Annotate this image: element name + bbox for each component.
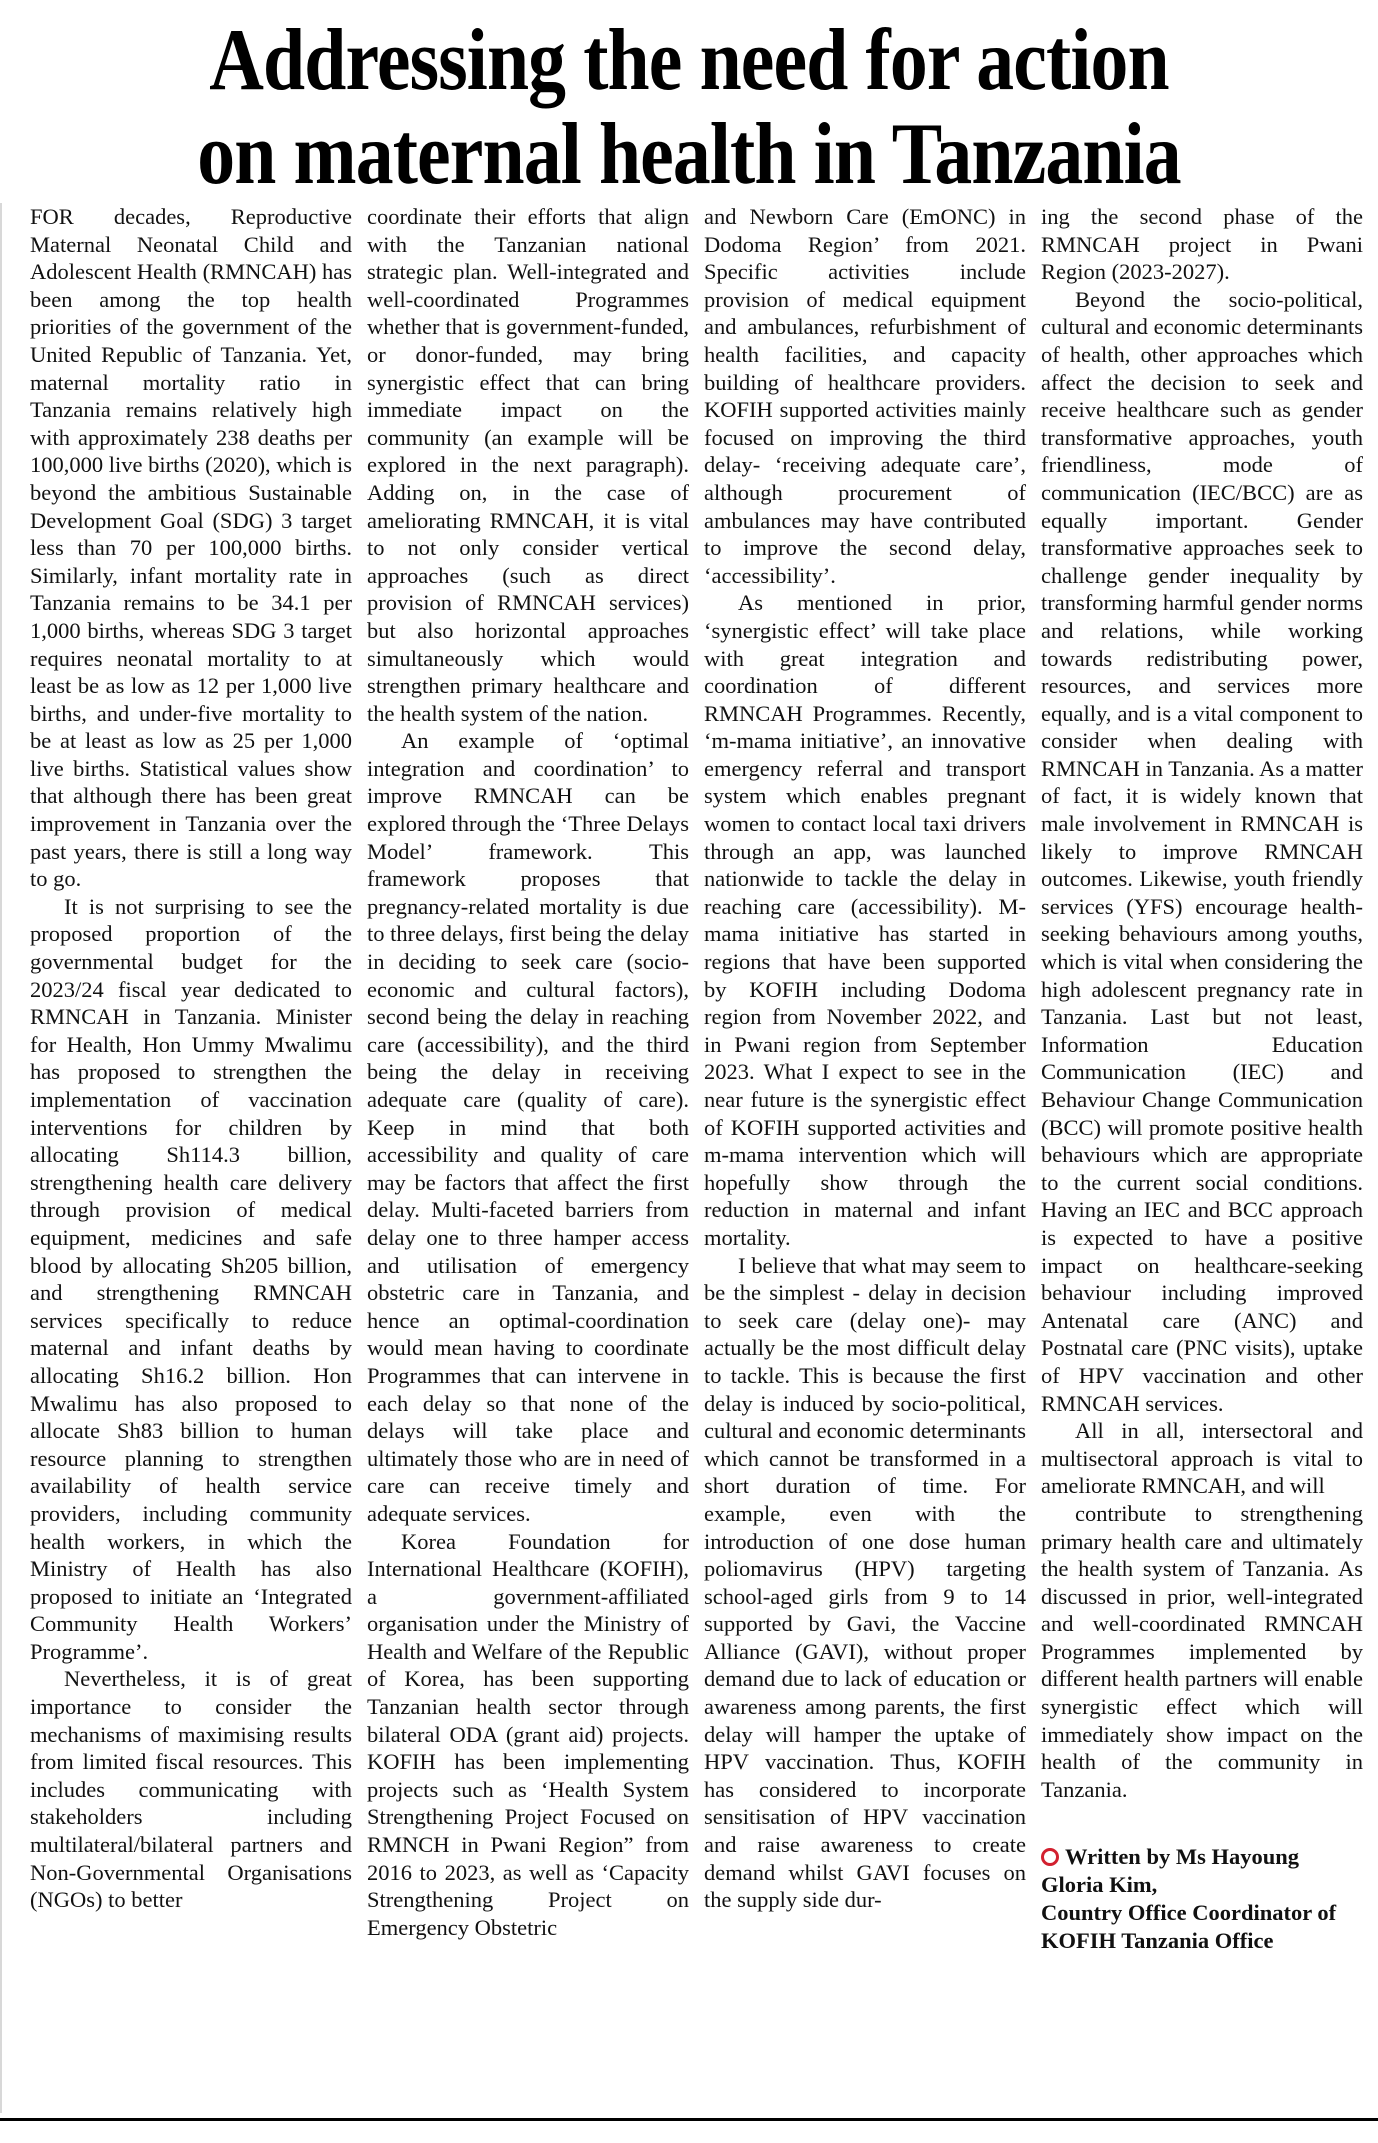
paragraph: FOR decades, Reproductive Maternal Neonatal Child and Adolescent Health (RMNCAH) has been among the top health priorities of the government of the United Republic of Tanzania. Yet, maternal mortality ratio in Tanzania remains relatively high with approximately 238 deaths per 100,000 live births (2020), which is beyond the ambitious Sustainable Development Goal (SDG) 3 target less than 70 per 100,000 births. Similarly, infant mortality rate in Tanzania remains to be 34.1 per 1,000 births, whereas SDG 3 target requires neonatal mortality to at least be as low as 12 per 1,000 live births, and under-five mortality to be at least as low as 25 per 1,000 live births. Statistical values show that although there has been great improvement in Tanzania over the past years, there is still a long way to go.	[30, 204, 352, 892]
byline-line-2: Country Office Coordinator of KOFIH Tanzania Office	[1041, 1900, 1337, 1954]
paragraph: and Newborn Care (EmONC) in Dodoma Region’ from 2021. Specific activities include provision of medical equipment and ambulances, refurbishment of health facilities, and capacity building of healthcare providers. KOFIH supported activities mainly focused on improving the third delay- ‘receiving adequate care’, although procurement of ambulances may have contributed to improve the second delay, ‘accessibility’.	[704, 204, 1026, 588]
left-margin-rule	[0, 203, 2, 2113]
paragraph: Beyond the socio-political, cultural and economic determinants of health, other approaches which affect the decision to seek and receive healthcare such as gender transformative approaches, youth friendliness, mode of communication (IEC/BCC) are as equally important. Gender transformative approaches seek to challenge gender inequality by transforming harmful gender norms and relations, while working towards redistributing power, resources, and services more equally, and is a vital component to consider when dealing with RMNCAH in Tanzania. As a matter of fact, it is widely known that male involvement in RMNCAH is likely to improve RMNCAH outcomes. Likewise, youth friendly services (YFS) encourage health-seeking behaviours among youths, which is vital when considering the high adolescent pregnancy rate in Tanzania. Last but not least, Information Education Communication (IEC) and Behaviour Change Communication (BCC) will promote positive health behaviours which are appropriate to the current social conditions. Having an IEC and BCC approach is expected to have a positive impact on healthcare-seeking behaviour including improved Antenatal care (ANC) and Postnatal care (PNC visits), uptake of HPV vaccination and other RMNCAH services.	[1041, 286, 1363, 1416]
paragraph: ing the second phase of the RMNCAH project in Pwani Region (2023-2027).	[1041, 204, 1363, 285]
paragraph: contribute to strengthening primary health care and ultimately the health system of Tanzania. As discussed in prior, well-integrated and well-coordinated RMNCAH Programmes implemented by different health partners will enable synergistic effect which will immediately show impact on the health of the community in Tanzania.	[1041, 1500, 1363, 1802]
paragraph: Korea Foundation for International Healthcare (KOFIH), a government-affiliated organisation under the Ministry of Health and Welfare of the Republic of Korea, has been supporting Tanzanian health sector through bilateral ODA (grant aid) projects. KOFIH has been implementing projects such as ‘Health System Strengthening Project Focused on RMNCH in Pwani Region” from 2016 to 2023, as well as ‘Capacity Strengthening Project on Emergency Obstetric	[367, 1528, 689, 1940]
article-column-4	[1041, 203, 1363, 1955]
paragraph: All in all, intersectoral and multisectoral approach is vital to ameliorate RMNCAH, and will	[1041, 1418, 1363, 1499]
article-column-3	[704, 203, 1026, 1914]
paragraph: An example of ‘optimal integration and coordination’ to improve RMNCAH can be explored through the ‘Three Delays Model’ framework. This framework proposes that pregnancy-related mortality is due to three delays, first being the delay in deciding to seek care (socio-economic and cultural factors), second being the delay in reaching care (accessibility), and the third being the delay in receiving adequate care (quality of care). Keep in mind that both accessibility and quality of care may be factors that affect the first delay. Multi-faceted barriers from delay one to three hamper access and utilisation of emergency obstetric care in Tanzania, and hence an optimal-coordination would mean having to coordinate Programmes that can intervene in each delay so that none of the delays will take place and ultimately those who are in need of care can receive timely and adequate services.	[367, 728, 689, 1526]
bottom-rule	[0, 2118, 1378, 2121]
author-byline	[1041, 1843, 1363, 1955]
headline-line-2: on maternal health in Tanzania	[197, 106, 1181, 203]
headline-line-1: Addressing the need for action	[209, 12, 1169, 109]
paragraph: Nevertheless, it is of great importance to consider the mechanisms of maximising results from limited fiscal resources. This includes communicating with stakeholders including multilateral/bilateral partners and Non-Governmental Organisations (NGOs) to better	[30, 1666, 352, 1913]
paragraph: coordinate their efforts that align with the Tanzanian national strategic plan. Well-integrated and well-coordinated Programmes whether that is government-funded, or donor-funded, may bring synergistic effect that can bring immediate impact on the community (an example will be explored in the next paragraph). Adding on, in the case of ameliorating RMNCAH, it is vital to not only consider vertical approaches (such as direct provision of RMNCAH services) but also horizontal approaches simultaneously which would strengthen primary healthcare and the health system of the nation.	[367, 204, 689, 726]
paragraph: I believe that what may seem to be the simplest - delay in decision to seek care (delay one)- may actually be the most difficult delay to tackle. This is because the first delay is induced by socio-political, cultural and economic determinants which cannot be transformed in a short duration of time. For example, even with the introduction of one dose human poliomavirus (HPV) targeting school-aged girls from 9 to 14 supported by Gavi, the Vaccine Alliance (GAVI), without proper demand due to lack of education or awareness among parents, the first delay will hamper the uptake of HPV vaccination. Thus, KOFIH has considered to incorporate sensitisation of HPV vaccination and raise awareness to create demand whilst GAVI focuses on the supply side dur-	[704, 1252, 1026, 1913]
paragraph: It is not surprising to see the proposed proportion of the governmental budget for the 2023/24 fiscal year dedicated to RMNCAH in Tanzania. Minister for Health, Hon Ummy Mwalimu has proposed to strengthen the implementation of vaccination interventions for children by allocating Sh114.3 billion, strengthening health care delivery through provision of medical equipment, medicines and safe blood by allocating Sh205 billion, and strengthening RMNCAH services specifically to reduce maternal and infant deaths by allocating Sh16.2 billion. Hon Mwalimu has also proposed to allocate Sh83 billion to human resource planning to strengthen availability of health service providers, including community health workers, in which the Ministry of Health has also proposed to initiate an ‘Integrated Community Health Workers’ Programme’.	[30, 893, 352, 1664]
bullet-circle-icon	[1041, 1848, 1059, 1866]
article-column-2	[367, 203, 689, 1941]
byline-line-1: Written by Ms Hayoung Gloria Kim,	[1041, 1844, 1299, 1898]
article-headline	[96, 14, 1281, 202]
article-column-1	[30, 203, 352, 1914]
paragraph: As mentioned in prior, ‘synergistic effect’ will take place with great integration and coordination of different RMNCAH Programmes. Recently, ‘m-mama initiative’, an innovative emergency referral and transport system which enables pregnant women to contact local taxi drivers through an app, was launched nationwide to tackle the delay in reaching care (accessibility). M-mama initiative has started in regions that have been supported by KOFIH including Dodoma region from November 2022, and in Pwani region from September 2023. What I expect to see in the near future is the synergistic effect of KOFIH supported activities and m-mama intervention which will hopefully show through the reduction in maternal and infant mortality.	[704, 590, 1026, 1250]
